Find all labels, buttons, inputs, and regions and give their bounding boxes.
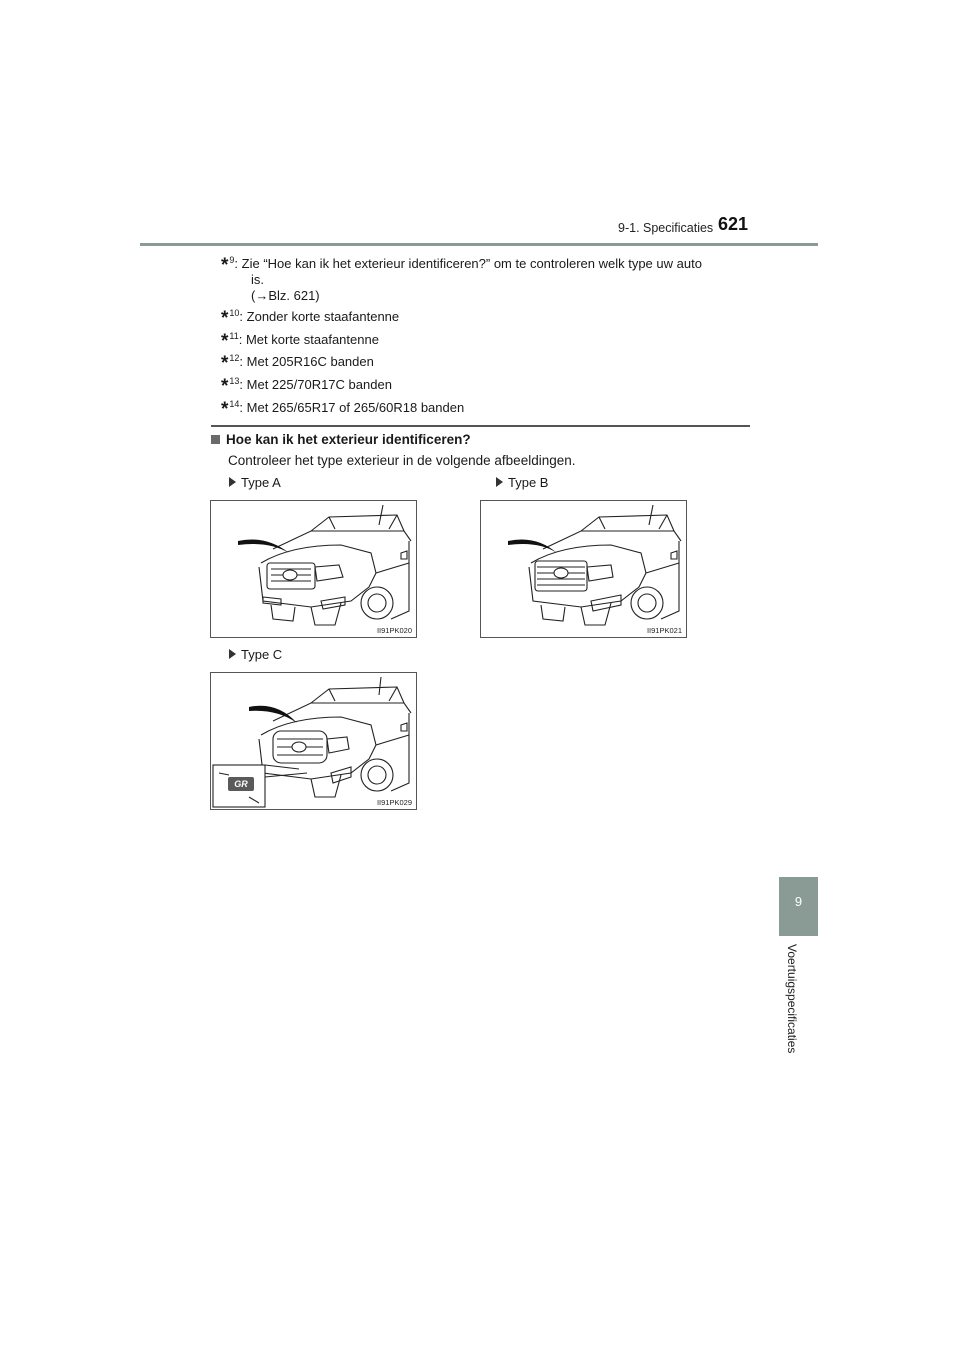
footnote-13 (221, 373, 751, 397)
triangle-bullet-icon (229, 477, 236, 487)
type-label-text: Type A (241, 475, 281, 490)
section-rule (211, 425, 750, 427)
footnote-9 (221, 252, 751, 304)
footnote-star: * (221, 308, 229, 329)
header-section-title: 9-1. Specificaties (618, 221, 714, 235)
triangle-bullet-icon (496, 477, 503, 487)
pickup-truck-illustration (481, 501, 686, 637)
footnote-number: 11 (229, 331, 239, 341)
footnote-number: 9 (229, 255, 235, 265)
type-label-text: Type B (508, 475, 549, 490)
footnote-text-cont: is. (251, 272, 264, 287)
side-tab-label: Voertuigspecificaties (785, 944, 799, 1054)
footnote-text: : Met korte staafantenne (238, 332, 379, 347)
section-description: Controleer het type exterieur in de volgende afbeeldingen. (228, 453, 576, 468)
figure-type-a (210, 500, 417, 638)
type-label-text: Type C (241, 647, 283, 662)
footnote-text: : Zonder korte staafantenne (239, 309, 400, 324)
footnote-11 (221, 328, 751, 352)
footnote-number: 12 (229, 353, 240, 363)
type-a-label (229, 475, 281, 490)
gr-badge: GR (228, 777, 254, 791)
footnote-star: * (221, 399, 229, 420)
footnote-number: 10 (229, 308, 240, 318)
section-title (211, 432, 471, 447)
type-c-label (229, 647, 282, 662)
footnote-text: : Met 205R16C banden (239, 354, 374, 369)
page-number: 621 (718, 214, 749, 234)
footnote-number: 14 (229, 399, 240, 409)
figure-type-b (480, 500, 687, 638)
square-bullet-icon (211, 435, 220, 444)
footnote-page-ref: (→Blz. 621) (251, 288, 320, 303)
footnote-star: * (221, 331, 229, 352)
figure-type-c (210, 672, 417, 810)
figure-code: II91PK029 (376, 798, 412, 807)
footnote-14 (221, 396, 751, 420)
pickup-truck-illustration (211, 501, 416, 637)
footnote-star: * (221, 353, 229, 374)
footnote-text: : Zie “Hoe kan ik het exterieur identificeren?” om te controleren welk type uw auto (234, 256, 702, 271)
footnote-number: 13 (229, 376, 240, 386)
footnote-text: : Met 225/70R17C banden (239, 377, 392, 392)
footnote-text: : Met 265/65R17 of 265/60R18 banden (239, 400, 465, 415)
figure-code: II91PK021 (646, 626, 682, 635)
footnote-12 (221, 350, 751, 374)
type-b-label (496, 475, 548, 490)
triangle-bullet-icon (229, 649, 236, 659)
footnote-star: * (221, 376, 229, 397)
footnote-star: * (221, 255, 229, 276)
arrow-indicator (238, 540, 289, 554)
section-title-text: Hoe kan ik het exterieur identificeren? (226, 432, 471, 447)
header-rule (140, 243, 818, 246)
footnote-10 (221, 305, 751, 329)
side-tab-number: 9 (779, 877, 818, 936)
figure-code: II91PK020 (376, 626, 412, 635)
